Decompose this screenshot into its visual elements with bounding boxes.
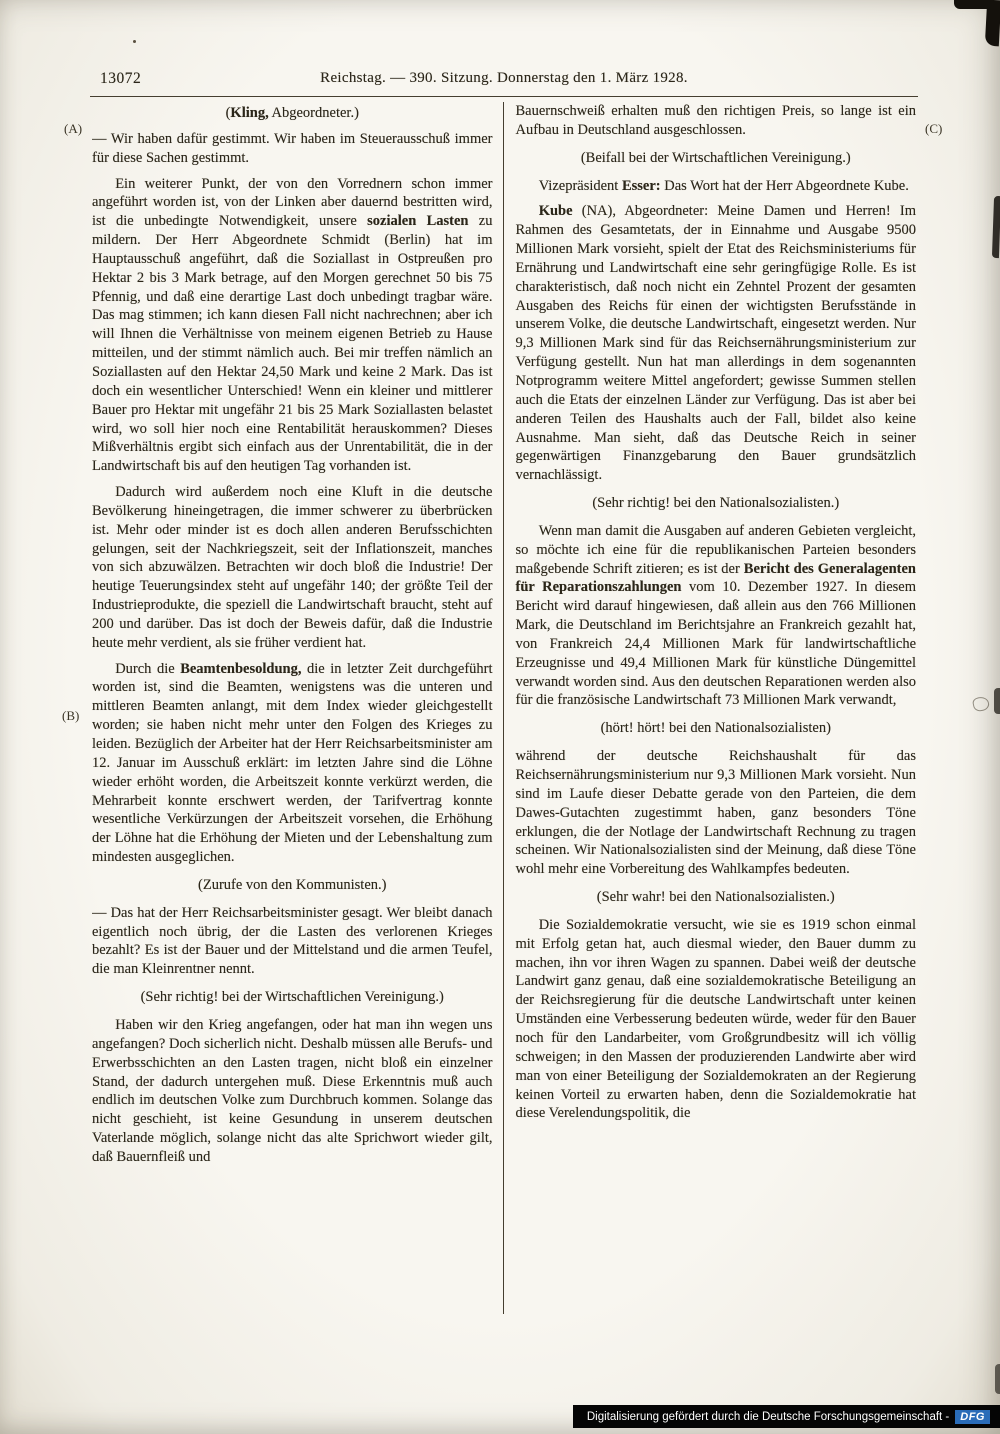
speech-paragraph: Die Sozialdemokratie versucht, wie sie es 1919 schon einmal mit Erfolg getan hat, auch diesmal wieder, den Bauer dumm zu machen, ihn vor ihren Wagen zu spannen. Dabei weiß der deutsche Landwirt ganz genau, daß eine sozialdemokratische Beteiligung an der Reichsregierung für die deutsche Landwirtschaft unter keinen Umständen eine Verbesserung bedeuten würde, weder für den Bauer noch für den Landarbeiter, vom Großgrundbesitz will ich völlig schweigen; in den Massen der produzierenden Landwirte aber wird man von einer Beteiligung der Sozialdemokraten an der Regierung keinen Vorteil zu erwarten haben, denn die Sozialdemokratie hat diese Verelendungspolitik, die	[515, 916, 916, 1122]
scan-artifact-edge	[994, 688, 1000, 714]
text-segment: Abgeordneter.)	[268, 105, 359, 121]
interjection: (Zurufe von den Kommunisten.)	[198, 876, 387, 893]
interjection: (hört! hört! bei den Nationalsozialisten)	[600, 720, 831, 737]
session-title: Reichstag. — 390. Sitzung. Donnerstag den 1. März 1928.	[320, 70, 688, 86]
digitization-credit-text: Digitalisierung gefördert durch die Deutsche Forschungsgemeinschaft -	[586, 1410, 950, 1423]
text-segment: Durch die	[115, 660, 181, 677]
speaker-name: Kling,	[230, 105, 269, 121]
text-segment: (NA), Abgeordneter: Meine Damen und Herren! Im Rahmen des Gesamtetats, der in Einnahme und Ausgabe 9500 Millionen Mark vorsieht, spielt der Etat des Reichsministeriums für Ernährung und Landwirtschaft eine sehr geringfügige Rolle. Es ist charakteristisch, daß noch nicht ein Zehntel Prozent der gesamten Ausgaben des Reichs für einen der wichtigsten Berufsstände in unserem Volke, die deutsche Landwirtschaft, eingesetzt werden. Nur 9,3 Millionen Mark sind für das Reichsernährungsministerium zur Verfügung gestellt. Nun hat man allerdings in dem sogenannten Notprogramm weitere Mittel angefordert; gewisse Summen stellen auch die Etats der einzelnen Länder zur Verfügung. Das ist aber bei anderen Teilen des Haushalts auch der Fall, bildet also keine Ausnahme. Man sieht, daß das Deutsche Reich in seiner gegenwärtigen Finanzgebarung den Bauer grundsätzlich vernachlässigt.	[515, 203, 916, 484]
interjection: (Sehr richtig! bei den Nationalsozialisten.)	[592, 495, 840, 512]
margin-mark-b: (B)	[62, 708, 80, 723]
speaker-name: Esser:	[621, 177, 661, 194]
speech-paragraph: Dadurch wird außerdem noch eine Kluft in die deutsche Bevölkerung hineingetragen, die immer schwerer zu überbrücken ist. Mehr oder minder ist es doch allen anderen Berufsschichten gelungen, seit der Nachkriegszeit, seit der Inflationszeit, manches von sich abzuwälzen. Betrachten wir doch bloß die Industrie! Der heutige Teuerungsindex steht auf ungefähr 140; der größte Teil der Industrieprodukte, die speziell die Landwirtschaft braucht, steht auf 200 und darüber. Das ist doch der Beweis dafür, daß die Industrie heute mehr verdient, als sie früher verdient hat.	[92, 484, 493, 651]
digitization-footer	[573, 1405, 1000, 1428]
interjection: (Sehr richtig! bei der Wirtschaftlichen Vereinigung.)	[140, 989, 444, 1006]
text-segment: die in letzter Zeit durchgeführt worden ist, sind die Beamten, wenigstens was die unteren und mittleren Beamten anlangt, mit dem Index wieder gleichgestellt worden; sie haben nicht mehr unter den Folgen des Krieges zu leiden. Bezüglich der Arbeiter hat der Herr Reichsarbeitsminister am 12. Januar im Ausschuß erklärt: im letzten Jahre sind die Löhne wieder erhöht worden, die Arbeitszeit konnte verkürzt werden, die Mehrarbeit konnte erschwert werden, der Tarifvertrag konnte wesentliche Verkürzungen der Arbeitszeit vorsehen, die Erhöhung der Löhne hat die Erhöhung der Mieten und der Lebenshaltung zum mindesten ausgeglichen.	[92, 660, 493, 866]
page-header	[92, 70, 916, 92]
scan-artifact-corner	[954, 0, 994, 9]
speaker-continuation-header	[120, 104, 465, 123]
right-column	[504, 102, 917, 1400]
emphasized-phrase: Beamtenbesoldung,	[180, 660, 302, 677]
interjection: (Beifall bei der Wirtschaftlichen Vereinigung.)	[580, 149, 851, 166]
speech-paragraph	[516, 177, 917, 196]
text-segment: vom 10. Dezember 1927. In diesem Bericht wird darauf hingewiesen, daß allein aus den 766 Millionen Mark, die Deutschland im Berichtsjahre an Frankreich gezahlt hat, von Frankreich 24,4 Millionen Mark für landwirtschaftliche Erzeugnisse und 49,4 Millionen Mark für künstliche Düngemittel verwandt worden sind. Aus den deutschen Reparationen werden also für die französische Landwirtschaft 73 Millionen Mark verwandt,	[515, 579, 916, 709]
dfg-logo: DFG	[955, 1410, 990, 1424]
speech-paragraph: — Das hat der Herr Reichsarbeitsminister gesagt. Wer bleibt danach eigentlich noch übrig, der die Lasten des verlorenen Krieges bezahlt? Es ist der Bauer und der Mittelstand und die armen Teufel, die man Kleinrentner nennt.	[92, 904, 493, 978]
left-column	[92, 102, 503, 1400]
text-segment: Das Wort hat der Herr Abgeordnete Kube.	[660, 177, 909, 194]
speech-paragraph	[92, 175, 493, 477]
speech-paragraph: Bauernschweiß erhalten muß den richtigen Preis, so lange ist ein Aufbau in Deutschland ausgeschlossen.	[515, 103, 916, 138]
interjection: (Sehr wahr! bei den Nationalsozialisten.)	[596, 889, 835, 906]
margin-mark-a: (A)	[64, 121, 83, 136]
text-segment: (	[225, 105, 231, 121]
scan-artifact-edge	[995, 1364, 1000, 1394]
speech-paragraph: Haben wir den Krieg angefangen, oder hat man ihn wegen uns angefangen? Doch sicherlich nicht. Deshalb müssen alle Berufs- und Erwerbsschichten an den Lasten tragen, nicht bloß ein einzelner Stand, der dadurch untergehen muß. Diese Erkenntnis muß auch endlich im deutschen Volke zum Durchbruch kommen. Solange das nicht geschieht, ist keine Gesundung in unserem deutschen Vaterlande möglich, solange nicht das alte Sprichwort wieder gilt, daß Bauernfleiß und	[92, 1016, 493, 1165]
text-segment: Wenn man damit die Ausgaben auf anderen Gebieten vergleicht, so möchte ich eine für die republikanischen Parteien besonders maßgebende Schrift zitieren; es ist der	[515, 522, 916, 577]
text-segment: Ein weiterer Punkt, der von den Vorrednern schon immer angeführt worden ist, von der Linken aber dauernd bestritten wird, ist die unbedingte Notwendigkeit, unsere	[92, 175, 493, 230]
scan-speck	[133, 40, 136, 43]
speech-paragraph	[516, 202, 917, 485]
speaker-name: Kube	[538, 203, 573, 220]
scan-artifact-edge	[992, 196, 1000, 258]
page-number: 13072	[100, 70, 142, 87]
speech-paragraph	[516, 522, 917, 710]
emphasized-phrase: sozialen Lasten	[367, 213, 469, 230]
text-segment: Vizepräsident	[538, 177, 622, 194]
emphasized-phrase: Bericht des Generalagenten für Reparationszahlungen	[515, 560, 916, 596]
text-columns	[92, 102, 916, 1400]
margin-mark-c: (C)	[925, 121, 943, 136]
text-segment: zu mildern. Der Herr Abgeordnete Schmidt (Berlin) hat im Hauptausschuß angeführt, daß die Soziallast in Ostpreußen pro Hektar 2 bis 3 Mark betrage, auf den Morgen gerechnet 50 bis 75 Pfennig, und daß eine derartige Last doch unbedingt tragbar wäre. Das mag stimmen; ich kann diesen Fall nicht nachrechnen; aber ich will Ihnen die Verhältnisse von meinem eigenen Betrieb zu Hause mitteilen, und der stimmt nämlich auch. Bei mir treffen nämlich an Soziallasten auf den Hektar 24,50 Mark und keine 2 Mark. Das ist doch ein wesentlicher Unterschied! Wenn ein kleiner und mittlerer Bauer pro Hektar mit ungefähr 21 bis 25 Mark Soziallasten belastet wird, wo soll hier noch eine Rentabilität herauskommen? Dieses Mißverhältnis ergibt sich einfach aus der Unrentabilität, die in der Landwirtschaft bis auf den heutigen Tag vorhanden ist.	[92, 213, 493, 475]
speech-paragraph: — Wir haben dafür gestimmt. Wir haben im Steuerausschuß immer für diese Sachen gestimmt.	[92, 130, 493, 166]
speech-paragraph: während der deutsche Reichshaushalt für das Reichsernährungsministerium nur 9,3 Millionen Mark vorsieht. Nun sind im Laufe dieser Debatte gerade von den Parteien, die dem Dawes-Gutachten zugestimmt haben, ganz besonders Töne erklungen, die der Notlage der Landwirtschaft Rechnung zu tragen scheinen. Wir Nationalsozialisten sind der Meinung, daß diese Töne wohl mehr eine Vorbereitung des Wahlkampfes bedeuten.	[515, 748, 916, 878]
speech-paragraph	[92, 660, 493, 867]
header-rule	[90, 96, 918, 97]
margin-annotation-mark	[972, 695, 991, 712]
